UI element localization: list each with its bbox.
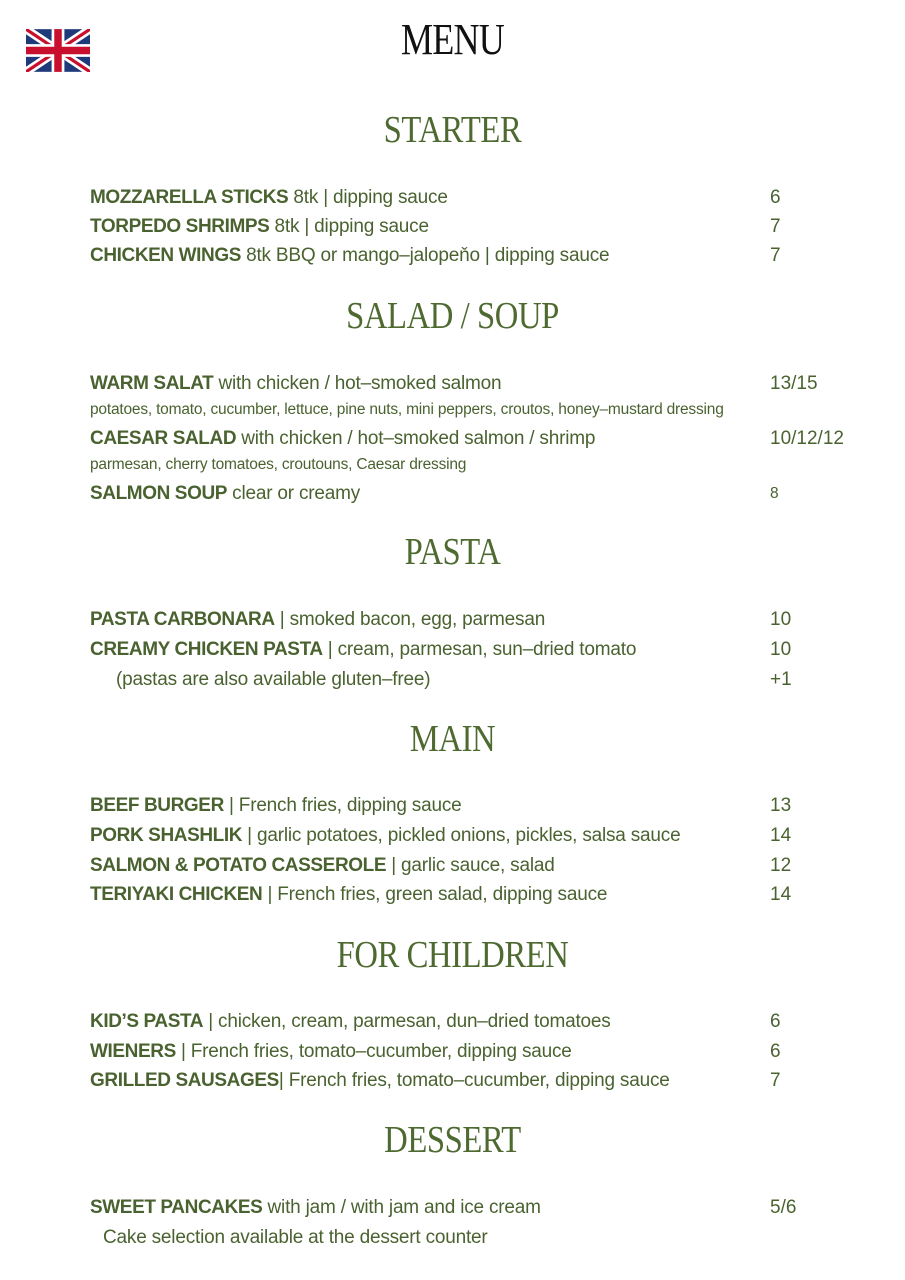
item-name: SALMON SOUP [90,483,228,504]
item-price: 6 [770,1041,781,1062]
page-title: MENU [401,15,504,64]
item-description: | French fries, green salad, dipping sauce [262,884,608,905]
item-price: 14 [770,884,792,905]
section-heading-salad-soup: SALAD / SOUP [346,295,559,337]
menu-item [90,884,607,906]
menu-item [90,855,555,877]
dessert-counter-note: Cake selection available at the dessert counter [103,1227,488,1248]
item-ingredients: parmesan, cherry tomatoes, croutouns, Caesar dressing [90,456,467,473]
uk-flag-icon[interactable] [26,29,90,72]
menu-item [90,639,636,661]
menu-item [90,216,429,238]
item-name: PASTA CARBONARA [90,609,275,630]
gluten-free-price: +1 [770,669,792,690]
item-price: 7 [770,245,781,266]
section-heading-pasta: PASTA [404,531,501,573]
item-name: SWEET PANCAKES [90,1197,263,1218]
item-name: TORPEDO SHRIMPS [90,216,270,237]
item-description: 8tk | dipping sauce [288,187,448,208]
item-name: BEEF BURGER [90,795,224,816]
menu-item [90,245,609,267]
item-description: | French fries, tomato–cucumber, dipping sauce [278,1070,670,1091]
item-description: with chicken / hot–smoked salmon [213,373,502,394]
gluten-free-note: (pastas are also available gluten–free) [116,669,431,690]
item-price: 7 [770,216,781,237]
item-name: CAESAR SALAD [90,428,237,449]
item-description: with jam / with jam and ice cream [262,1197,541,1218]
item-price: 10 [770,639,792,660]
item-description: 8tk | dipping sauce [269,216,429,237]
item-ingredients: potatoes, tomato, cucumber, lettuce, pine nuts, mini peppers, croutos, honey–mustard dressing [90,401,724,418]
item-price: 10 [770,609,792,630]
menu-item [90,428,595,450]
menu-item [90,1041,572,1063]
menu-item [90,1197,541,1219]
section-heading-for-children: FOR CHILDREN [336,934,569,976]
item-description: | cream, parmesan, sun–dried tomato [322,639,637,660]
menu-item [90,795,462,817]
item-description: clear or creamy [227,483,361,504]
item-name: CHICKEN WINGS [90,245,242,266]
item-description: | smoked bacon, egg, parmesan [274,609,546,630]
item-name: WIENERS [90,1041,176,1062]
menu-item [90,825,680,847]
item-price: 5/6 [770,1197,797,1218]
item-description: | French fries, tomato–cucumber, dipping sauce [175,1041,572,1062]
menu-item [90,1070,670,1092]
section-heading-main: MAIN [409,718,496,760]
item-description: with chicken / hot–smoked salmon / shrimp [236,428,596,449]
item-description: | garlic sauce, salad [386,855,555,876]
item-price: 8 [770,485,779,502]
item-name: KID’S PASTA [90,1011,204,1032]
menu-item [90,373,501,395]
section-heading-dessert: DESSERT [384,1119,521,1161]
item-description: | chicken, cream, parmesan, dun–dried tomatoes [203,1011,611,1032]
item-price: 13/15 [770,373,818,394]
item-name: CREAMY CHICKEN PASTA [90,639,323,660]
item-name: GRILLED SAUSAGES [90,1070,279,1091]
menu-item [90,187,448,209]
item-price: 14 [770,825,792,846]
item-price: 6 [770,187,781,208]
item-price: 10/12/12 [770,428,844,449]
item-description: | French fries, dipping sauce [223,795,462,816]
item-name: MOZZARELLA STICKS [90,187,289,208]
menu-item [90,483,360,505]
item-description: 8tk BBQ or mango–jalopeňo | dipping sauce [241,245,610,266]
item-price: 7 [770,1070,781,1091]
menu-item [90,609,545,631]
item-name: WARM SALAT [90,373,214,394]
item-name: SALMON & POTATO CASSEROLE [90,855,387,876]
item-price: 12 [770,855,792,876]
item-price: 13 [770,795,792,816]
section-heading-starter: STARTER [383,109,522,151]
item-name: TERIYAKI CHICKEN [90,884,263,905]
item-name: PORK SHASHLIK [90,825,243,846]
menu-item [90,1011,611,1033]
item-price: 6 [770,1011,781,1032]
item-description: | garlic potatoes, pickled onions, pickles, salsa sauce [242,825,681,846]
